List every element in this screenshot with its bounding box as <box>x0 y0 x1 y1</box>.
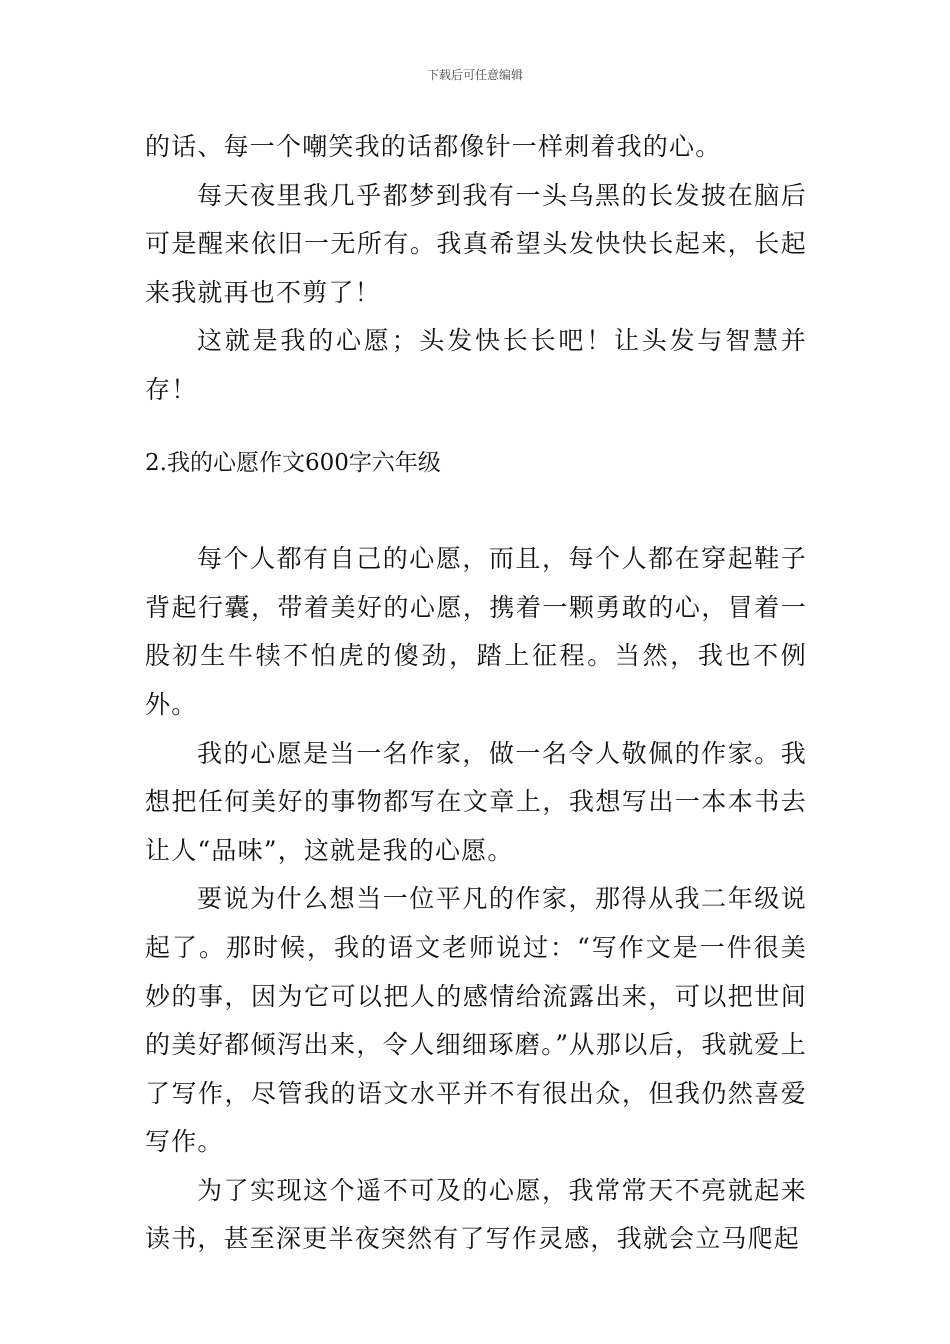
paragraph: 为了实现这个遥不可及的心愿，我常常天不亮就起来读书，甚至深更半夜突然有了写作灵感，我就会立马爬起 <box>145 1175 807 1254</box>
paragraph-continued: 的话、每一个嘲笑我的话都像针一样刺着我的心。 <box>145 132 722 161</box>
header-note: 下载后可任意编辑 <box>426 68 523 82</box>
paragraph: 每个人都有自己的心愿，而且，每个人都在穿起鞋子背起行囊，带着美好的心愿，携着一颗勇敢的心，冒着一股初生牛犊不怕虎的傻劲，踏上征程。当然，我也不例外。 <box>145 544 807 719</box>
spacer <box>145 487 807 535</box>
document-body <box>145 123 807 1264</box>
paragraph: 这就是我的心愿；头发快长长吧！让头发与智慧并存！ <box>145 326 807 404</box>
paragraph: 要说为什么想当一位平凡的作家，那得从我二年级说起了。那时候，我的语文老师说过：“写作文是一件很美妙的事，因为它可以把人的感情给流露出来，可以把世间的美好都倾泻出来，令人细细琢磨。”从那以后，我就爱上了写作，尽管我的语文水平并不有很出众，但我仍然喜爱写作。 <box>145 884 807 1157</box>
spacer <box>145 415 807 439</box>
section-heading: 2.我的心愿作文600字六年级 <box>145 449 441 476</box>
paragraph: 我的心愿是当一名作家，做一名令人敬佩的作家。我想把任何美好的事物都写在文章上，我想写出一本本书去让人“品味”，这就是我的心愿。 <box>145 738 807 865</box>
paragraph: 每天夜里我几乎都梦到我有一头乌黑的长发披在脑后可是醒来依旧一无所有。我真希望头发快快长起来，长起来我就再也不剪了！ <box>145 180 807 307</box>
